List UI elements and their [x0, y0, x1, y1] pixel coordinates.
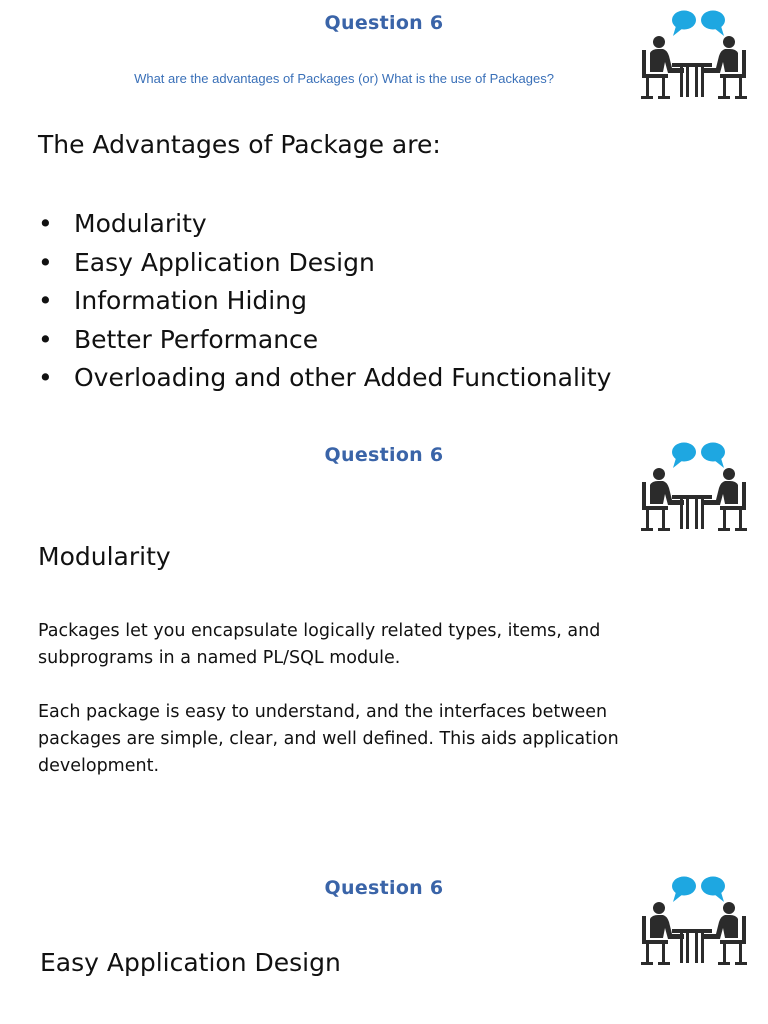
list-item-label: Information Hiding [74, 286, 307, 315]
list-item-label: Overloading and other Added Functionality [74, 363, 612, 392]
list-item [38, 282, 611, 321]
question-title: Question 6 [324, 877, 444, 899]
list-item [38, 359, 611, 398]
interview-meeting-icon [636, 6, 748, 102]
list-item [38, 205, 611, 244]
modularity-heading: Modularity [38, 542, 171, 571]
list-item-label: Easy Application Design [74, 247, 375, 277]
list-item [38, 321, 611, 360]
interview-meeting-icon [636, 438, 748, 534]
question-subtitle: What are the advantages of Packages (or) What is the use of Packages? [134, 71, 554, 86]
question-title: Question 6 [324, 444, 444, 466]
bullet-marker: • [38, 363, 53, 392]
easy-design-heading: Easy Application Design [40, 948, 341, 977]
bullet-marker: • [38, 209, 53, 238]
slide-easy-design [0, 866, 768, 1024]
paragraph: Each package is easy to understand, and the interfaces between packages are simple, clear, and well defined. This aids application development. [38, 702, 619, 776]
list-item-label: Better Performance [74, 324, 319, 354]
slide-advantages [0, 0, 768, 410]
question-title: Question 6 [324, 12, 444, 34]
bullet-marker: • [38, 247, 53, 277]
paragraph: Packages let you encapsulate logically related types, items, and subprograms in a named PL/SQL module. [38, 621, 601, 668]
list-item-label: Modularity [74, 209, 207, 238]
advantages-heading: The Advantages of Package are: [38, 130, 441, 159]
list-item [38, 244, 611, 283]
advantages-list [38, 205, 611, 398]
interview-meeting-icon [636, 872, 748, 968]
bullet-marker: • [38, 324, 53, 354]
slide-modularity [0, 432, 768, 832]
bullet-marker: • [38, 286, 53, 315]
